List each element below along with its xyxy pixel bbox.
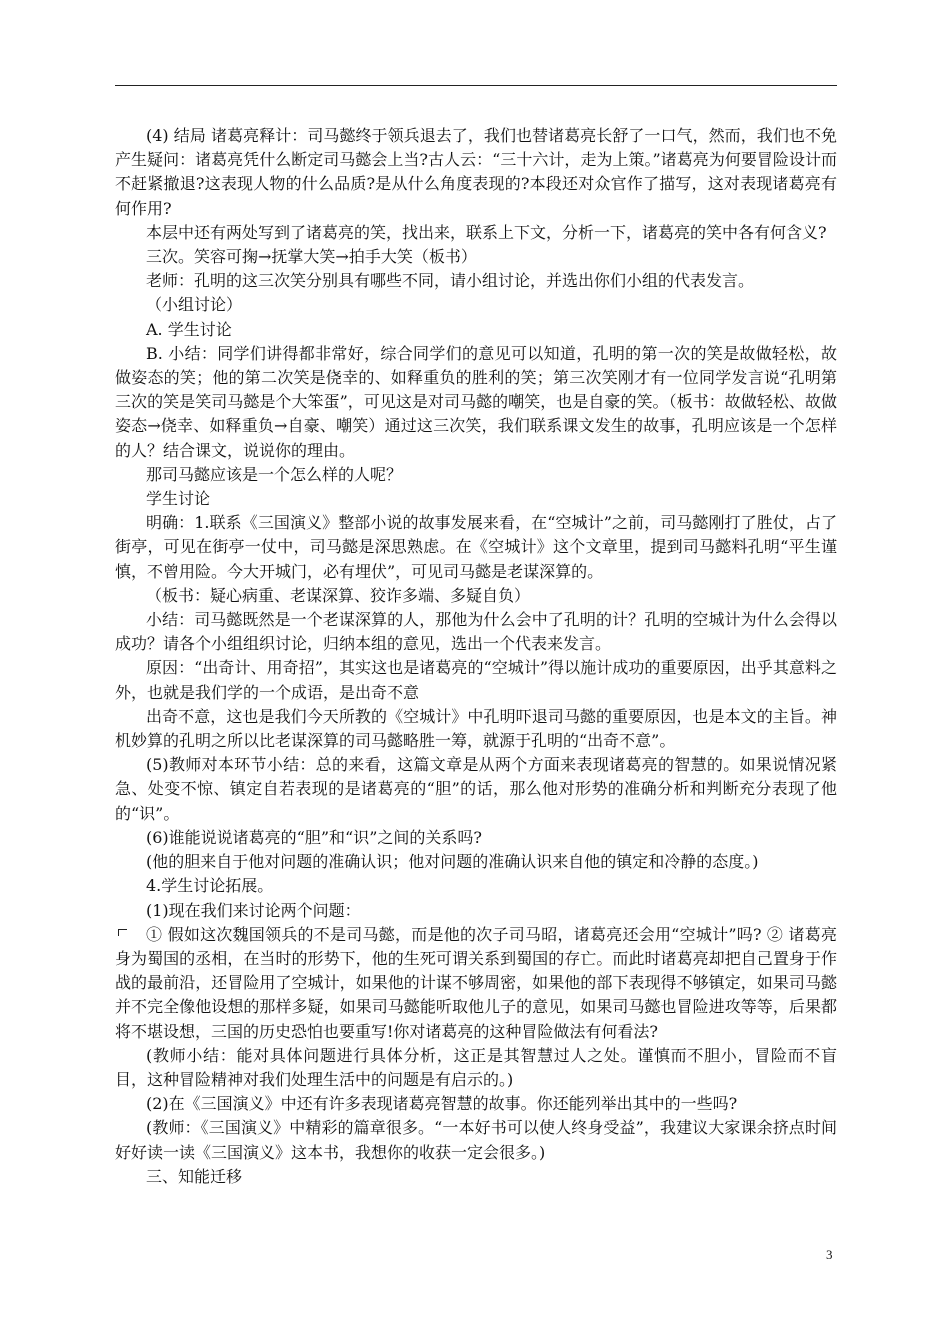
paragraph: (教师：《三国演义》中精彩的篇章很多。“一本好书可以使人终身受益”，我建议大家课余挤点时间好好读一读《三国演义》这本书，我想你的收获一定会很多。) bbox=[115, 1118, 837, 1162]
paragraph: (2)在《三国演义》中还有许多表现诸葛亮智慧的故事。你还能列举出其中的一些吗? bbox=[146, 1094, 738, 1114]
paragraph: (6)谁能说说诸葛亮的“胆”和“识”之间的关系吗? bbox=[146, 827, 482, 847]
paragraph: 学生讨论 bbox=[146, 489, 211, 509]
paragraph: (他的胆来自于他对问题的准确认识；他对问题的准确认识来自他的镇定和冷静的态度。) bbox=[146, 852, 759, 872]
paragraph: 三、知能迁移 bbox=[146, 1166, 243, 1186]
paragraph: (5)教师对本环节小结：总的来看，这篇文章是从两个方面来表现诸葛亮的智慧的。如果说情况紧急、处变不惊、镇定自若表现的是诸葛亮的“胆”的话，那么他对形势的准确分析和判断充分表现了他的“识”。 bbox=[115, 755, 837, 823]
paragraph: ① 假如这次魏国领兵的不是司马懿，而是他的次子司马昭，诸葛亮还会用“空城计”吗? ② 诸葛亮身为蜀国的丞相，在当时的形势下，他的生死可谓关系到蜀国的存亡。而此时诸葛亮却把自己置身于作战的最前沿，还冒险用了空城计，如果他的计谋不够周密，如果他的部下表现得不够镇定，如果司马懿并不完全像他设想的那样多疑，如果司马懿能听取他儿子的意见，如果司马懿也冒险进攻等等，后果都将不堪设想，三国的历史恐怕也要重写!你对诸葛亮的这种冒险做法有何看法? bbox=[115, 924, 837, 1041]
paragraph: （小组讨论） bbox=[146, 295, 243, 315]
paragraph: 三次。笑容可掬→抚掌大笑→拍手大笑（板书） bbox=[146, 247, 477, 267]
paragraph: B. 小结：同学们讲得都非常好，综合同学们的意见可以知道，孔明的第一次的笑是故做轻松，故做姿态的笑；他的第二次笑是侥幸的、如释重负的胜利的笑；第三次笑刚才有一位同学发言说“孔明第三次的笑是笑司马懿是个大笨蛋”，可见这是对司马懿的嘲笑，也是自豪的笑。（板书：故做轻松、故做姿态→侥幸、如释重负→自豪、嘲笑）通过这三次笑，我们联系课文发生的故事，孔明应该是一个怎样的人？结合课文，说说你的理由。 bbox=[115, 343, 837, 460]
paragraph: (1)现在我们来讨论两个问题： bbox=[146, 900, 361, 920]
paragraph: 小结：司马懿既然是一个老谋深算的人，那他为什么会中了孔明的计？孔明的空城计为什么会得以成功？请各个小组组织讨论，归纳本组的意见，选出一个代表来发言。 bbox=[115, 610, 837, 654]
paragraph: 原因：“出奇计、用奇招”，其实这也是诸葛亮的“空城计”得以施计成功的重要原因，出乎其意料之外，也就是我们学的一个成语，是出奇不意 bbox=[115, 658, 837, 702]
paragraph: 那司马懿应该是一个怎么样的人呢？ bbox=[146, 464, 403, 484]
paragraph: 出奇不意，这也是我们今天所教的《空城计》中孔明吓退司马懿的重要原因，也是本文的主旨。神机妙算的孔明之所以比老谋深算的司马懿略胜一筹，就源于孔明的“出奇不意”。 bbox=[115, 706, 837, 751]
paragraph: （板书：疑心病重、老谋深算、狡诈多端、多疑自负） bbox=[146, 585, 531, 605]
paragraph: 本层中还有两处写到了诸葛亮的笑，找出来，联系上下文，分析一下，诸葛亮的笑中各有何含义? bbox=[146, 222, 827, 242]
page-number: 3 bbox=[826, 1247, 833, 1262]
paragraph: 4.学生讨论拓展。 bbox=[146, 876, 274, 896]
header-rule bbox=[115, 85, 837, 86]
paragraph: (教师小结：能对具体问题进行具体分析，这正是其智慧过人之处。谨慎而不胆小，冒险而不盲目，这种冒险精神对我们处理生活中的问题是有启示的。) bbox=[115, 1045, 837, 1089]
paragraph: 老师：孔明的这三次笑分别具有哪些不同，请小组讨论，并选出你们小组的代表发言。 bbox=[146, 271, 755, 291]
paragraph: 明确：1.联系《三国演义》整部小说的故事发展来看，在“空城计”之前，司马懿刚打了胜仗，占了街亭，可见在街亭一仗中，司马懿是深思熟虑。在《空城计》这个文章里，提到司马懿料孔明“平生谨慎，不曾用险。今大开城门，必有埋伏”，可见司马懿是老谋深算的。 bbox=[115, 513, 837, 581]
paragraph: (4) 结局 诸葛亮释计：司马懿终于领兵退去了，我们也替诸葛亮长舒了一口气，然而，我们也不免产生疑问：诸葛亮凭什么断定司马懿会上当?古人云：“三十六计，走为上策。”诸葛亮为何要冒险设计而不赶紧撤退?这表现人物的什么品质?是从什么角度表现的?本段还对众官作了描写，这对表现诸葛亮有何作用? bbox=[115, 126, 837, 218]
paragraph: A. 学生讨论 bbox=[146, 319, 232, 339]
document-body bbox=[115, 124, 837, 1189]
